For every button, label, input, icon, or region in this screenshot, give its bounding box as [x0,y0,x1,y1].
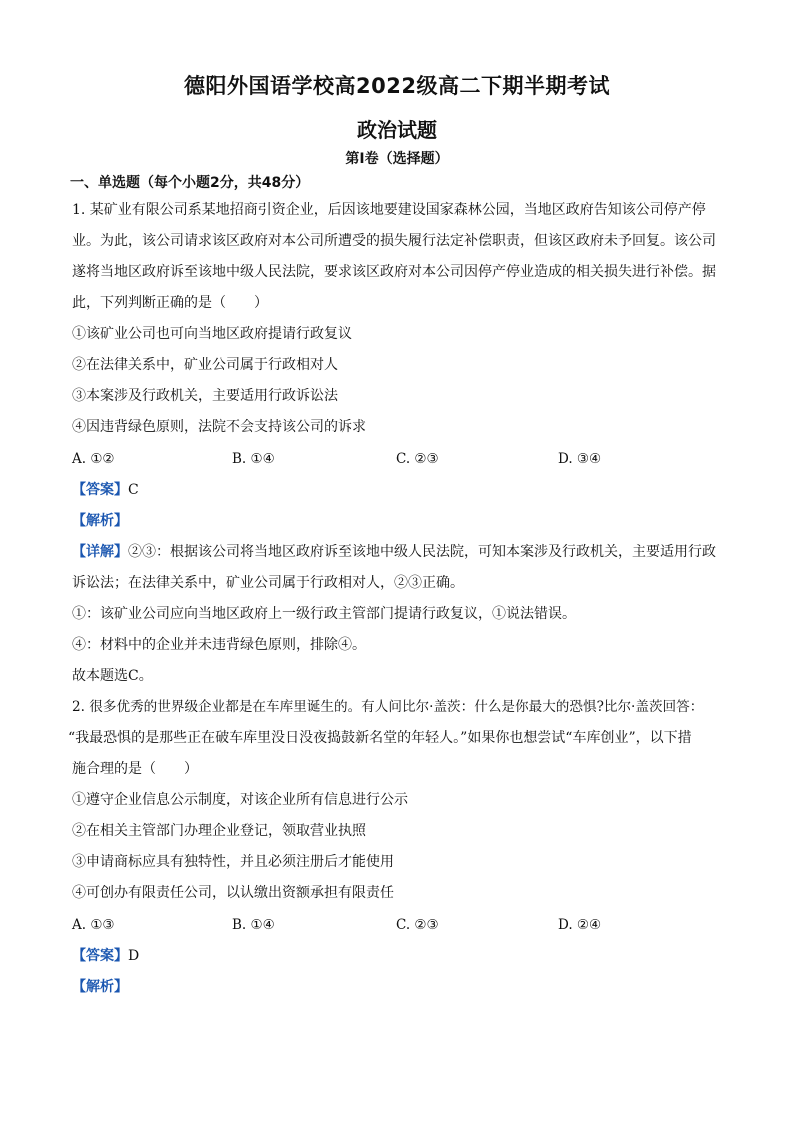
q2-item: ④可创办有限责任公司，以认缴出资额承担有限责任 [72,885,394,901]
q1-option-a: A. ①② [72,451,115,467]
q1-detail-line: ④：材料中的企业并未违背绿色原则，排除④。 [72,637,366,653]
detail-label: 【详解】 [72,544,128,560]
detail-text: ②③：根据该公司将当地区政府诉至该地中级人民法院，可知本案涉及行政机关，主要适用行政 [128,544,716,560]
q1-analysis [72,511,128,531]
q2-item: ③申请商标应具有独特性，并且必须注册后才能使用 [72,854,394,870]
q1-option-c: C. ②③ [396,451,439,467]
q2-option-c: C. ②③ [396,917,439,933]
analysis-label: 【解析】 [72,513,128,529]
q1-detail-line: ①：该矿业公司应向当地区政府上一级行政主管部门提请行政复议，①说法错误。 [72,606,576,622]
volume-title: 第I卷（选择题） [345,151,449,167]
q1-detail-line [72,542,716,562]
q2-stem-line: 2. 很多优秀的世界级企业都是在车库里诞生的。有人问比尔·盖茨：什么是你最大的恐惧?比尔·盖茨回答： [72,699,704,715]
q1-stem-line: 遂将当地区政府诉至该地中级人民法院，要求该区政府对本公司因停产停业造成的相关损失进行补偿。据 [72,264,716,280]
q2-stem-line: 施合理的是（ ） [72,761,198,777]
q2-item: ②在相关主管部门办理企业登记，领取营业执照 [72,823,366,839]
q1-stem-line: 此，下列判断正确的是（ ） [72,295,268,311]
analysis-label: 【解析】 [72,979,128,995]
q2-option-d: D. ②④ [558,917,602,933]
q2-analysis [72,977,128,997]
q2-option-a: A. ①③ [72,917,115,933]
subject-title: 政治试题 [357,118,437,142]
exam-title: 德阳外国语学校高2022级高二下期半期考试 [184,74,610,98]
section-heading: 一、单选题（每个小题2分，共48分） [70,175,310,191]
q1-detail-line: 故本题选C。 [72,668,153,684]
q1-item: ②在法律关系中，矿业公司属于行政相对人 [72,357,338,373]
answer-label: 【答案】 [72,482,128,498]
answer-value: D [128,948,140,964]
answer-value: C [128,482,139,498]
answer-label: 【答案】 [72,948,128,964]
q2-answer [72,946,139,966]
q2-item: ①遵守企业信息公示制度，对该企业所有信息进行公示 [72,792,408,808]
q1-option-b: B. ①④ [232,451,275,467]
q1-option-d: D. ③④ [558,451,602,467]
q1-stem-line: 1. 某矿业有限公司系某地招商引资企业，后因该地要建设国家森林公园，当地区政府告知该公司停产停 [72,202,706,218]
q1-detail-line: 诉讼法；在法律关系中，矿业公司属于行政相对人，②③正确。 [72,575,464,591]
q1-item: ①该矿业公司也可向当地区政府提请行政复议 [72,326,352,342]
q1-item: ③本案涉及行政机关，主要适用行政诉讼法 [72,388,338,404]
q1-stem-line: 业。为此，该公司请求该区政府对本公司所遭受的损失履行法定补偿职责，但该区政府未予回复。该公司 [72,233,716,249]
q1-answer [72,480,139,500]
q2-stem-line: “我最恐惧的是那些正在破车库里没日没夜捣鼓新名堂的年轻人。”如果你也想尝试“车库创业”，以下措 [68,730,692,746]
q1-item: ④因违背绿色原则，法院不会支持该公司的诉求 [72,419,366,435]
q2-option-b: B. ①④ [232,917,275,933]
